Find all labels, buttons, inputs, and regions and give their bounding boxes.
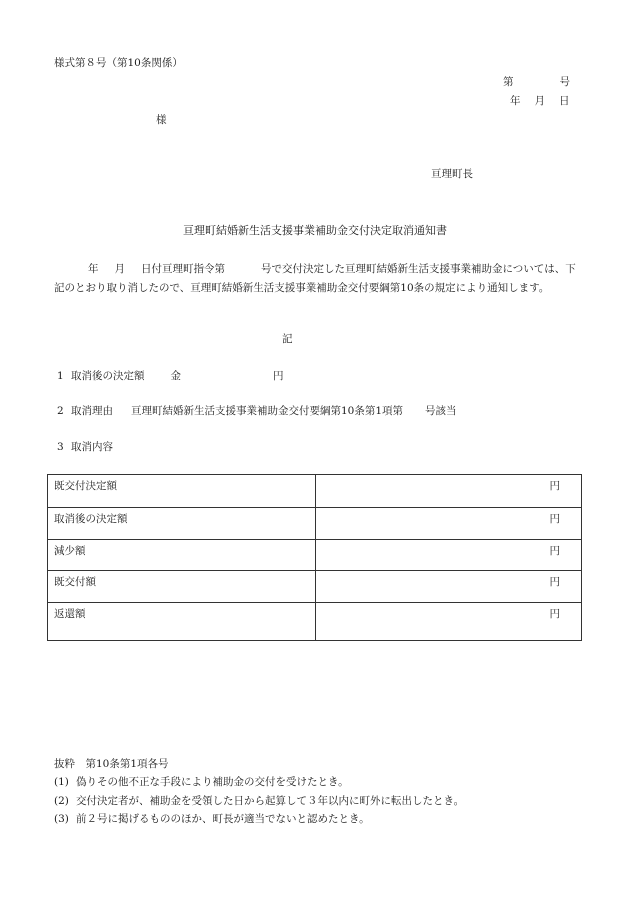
row-amount-unit: 円 [316,571,582,603]
item-number: 3 [57,441,64,453]
table-row [48,508,582,540]
body-directive: 日付亘理町指令第 [141,263,225,275]
item-number: 2 [57,405,64,417]
item-prefix: 金 [170,370,181,382]
excerpt-item-number: (2) [54,795,69,807]
excerpt-item-number: (1) [54,776,69,788]
body-paragraph [54,260,578,298]
excerpt-item-text: 前２号に掲げるもののほか、町長が適当でないと認めたとき。 [76,813,370,825]
excerpt-item-number: (3) [54,813,69,825]
body-year: 年 [88,263,99,275]
row-label: 既交付額 [48,571,316,603]
item-cancel-content [57,441,113,454]
cancel-content-table [47,474,582,641]
excerpt-item [54,813,370,826]
document-number [503,76,570,89]
row-label: 既交付決定額 [48,475,316,508]
item-label: 取消内容 [71,441,113,453]
doc-number-suffix: 号 [559,76,570,88]
item-decided-amount [57,370,284,383]
excerpt-item [54,795,464,808]
excerpt-heading: 抜粋 第10条第1項各号 [54,758,169,770]
date-year: 年 [510,95,521,107]
document-date [510,95,570,108]
body-rest: 号で交付決定した亘理町結婚新生活支援事業補助金については、下記のとおり取り消したので、亘理町結婚新生活支援事業補助金交付要綱第10条の規定により通知します。 [54,263,576,294]
row-amount-unit: 円 [316,540,582,571]
item-reason-suffix: 号該当 [425,405,457,417]
table-row [48,475,582,508]
date-month: 月 [534,95,545,107]
row-amount-unit: 円 [316,475,582,508]
ki-heading: 記 [282,333,293,345]
date-day: 日 [559,95,570,107]
excerpt-item-text: 偽りその他不正な手段により補助金の交付を受けたとき。 [76,776,349,788]
table-row [48,603,582,641]
item-label: 取消理由 [71,405,113,417]
document-title: 亘理町結婚新生活支援事業補助金交付決定取消通知書 [183,224,447,237]
item-reason-text: 亘理町結婚新生活支援事業補助金交付要綱第10条第1項第 [131,405,404,417]
row-label: 取消後の決定額 [48,508,316,540]
form-number: 様式第８号（第10条関係） [54,57,183,69]
row-label: 減少額 [48,540,316,571]
table-row [48,540,582,571]
item-label: 取消後の決定額 [71,370,145,382]
table-row [48,571,582,603]
excerpt-item [54,776,349,789]
row-amount-unit: 円 [316,603,582,641]
item-number: 1 [57,370,64,382]
doc-number-prefix: 第 [503,76,514,88]
body-month: 月 [114,263,125,275]
sender: 亘理町長 [431,168,473,180]
row-label: 返還額 [48,603,316,641]
addressee: 様 [156,114,167,126]
row-amount-unit: 円 [316,508,582,540]
item-unit: 円 [273,370,284,382]
excerpt-item-text: 交付決定者が、補助金を受領した日から起算して３年以内に町外に転出したとき。 [76,795,465,807]
item-cancel-reason [57,405,457,418]
